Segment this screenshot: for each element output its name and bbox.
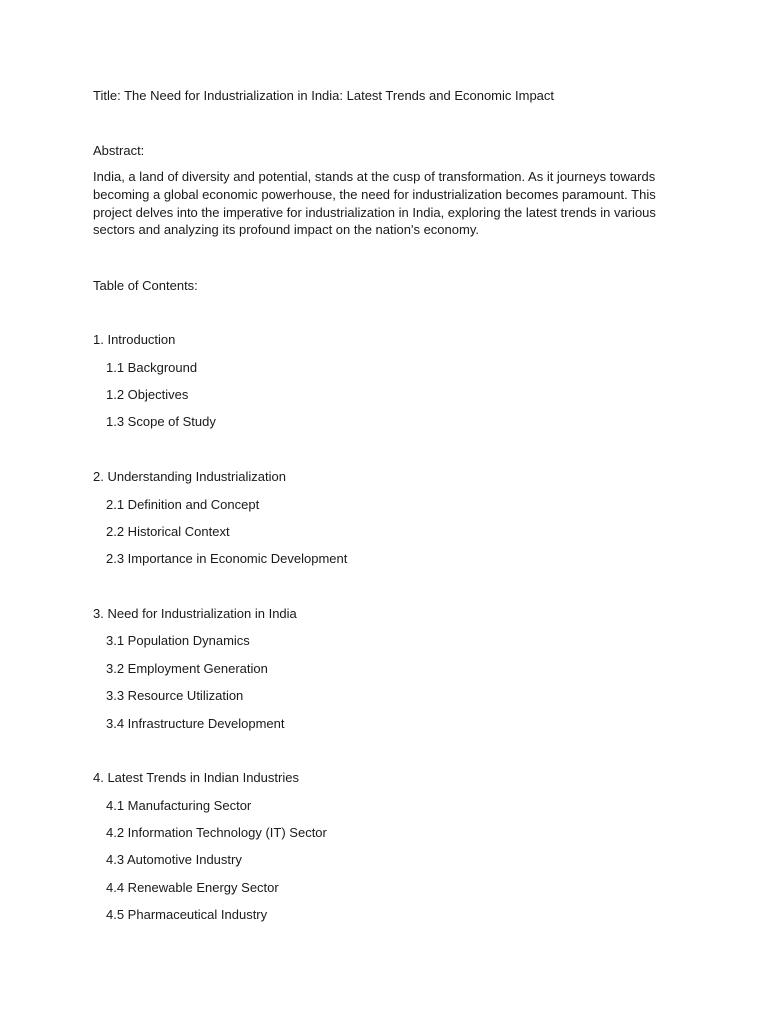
abstract-heading: Abstract: bbox=[93, 143, 145, 158]
toc-section-heading: 3. Need for Industrialization in India bbox=[93, 606, 297, 621]
toc-item: 2.3 Importance in Economic Development bbox=[106, 551, 348, 566]
toc-item: 4.2 Information Technology (IT) Sector bbox=[106, 825, 327, 840]
toc-section-heading: 1. Introduction bbox=[93, 332, 176, 347]
toc-item: 3.1 Population Dynamics bbox=[106, 633, 250, 648]
document-title: Title: The Need for Industrialization in India: Latest Trends and Economic Impact bbox=[93, 88, 555, 103]
toc-item: 3.4 Infrastructure Development bbox=[106, 716, 285, 731]
toc-item: 1.3 Scope of Study bbox=[106, 414, 216, 429]
abstract-text: India, a land of diversity and potential, stands at the cusp of transformation. As it journeys towards becoming a global economic powerhouse, the need for industrialization becomes paramount. This project delves into the imperative for industrialization in India, exploring the latest trends in various sectors and analyzing its profound impact on the nation's economy. bbox=[93, 169, 656, 238]
toc-item: 2.1 Definition and Concept bbox=[106, 497, 260, 512]
toc-heading: Table of Contents: bbox=[93, 278, 198, 293]
toc-item: 3.2 Employment Generation bbox=[106, 661, 268, 676]
toc-section-heading: 2. Understanding Industrialization bbox=[93, 469, 286, 484]
toc-item: 1.2 Objectives bbox=[106, 387, 189, 402]
toc-item: 4.3 Automotive Industry bbox=[106, 852, 242, 867]
toc-section-heading: 4. Latest Trends in Indian Industries bbox=[93, 770, 299, 785]
toc-item: 4.5 Pharmaceutical Industry bbox=[106, 907, 268, 922]
toc-item: 3.3 Resource Utilization bbox=[106, 688, 244, 703]
toc-item: 1.1 Background bbox=[106, 360, 198, 375]
toc-item: 2.2 Historical Context bbox=[106, 524, 230, 539]
toc-item: 4.4 Renewable Energy Sector bbox=[106, 880, 279, 895]
toc-item: 4.1 Manufacturing Sector bbox=[106, 798, 252, 813]
